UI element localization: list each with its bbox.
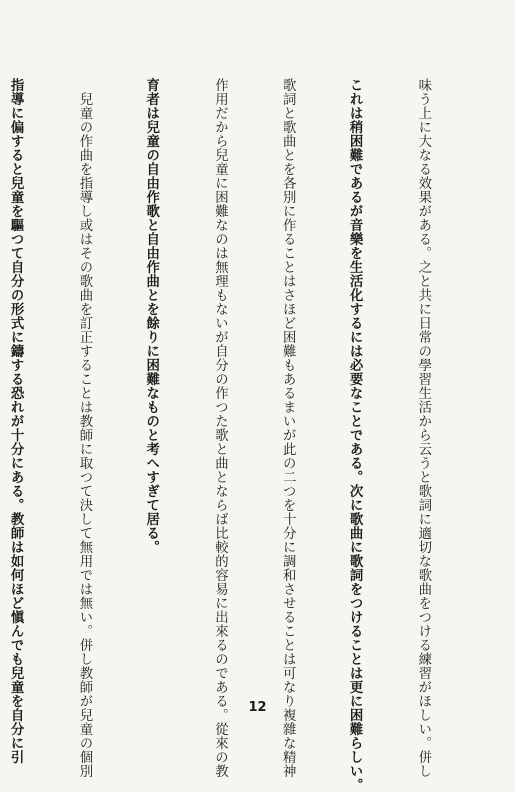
text-column: 味う上に大なる效果がある。之と共に日常の學習生活から云うと歌詞に適切な歌曲をつける練習がほしい。併し — [415, 78, 431, 778]
text-column: 育者は兒童の自由作歌と自由作曲とを餘りに困難なものと考へすぎて居る。 — [143, 78, 160, 554]
text-column: 作用だから兒童に困難なのは無理もないが自分の作つた歌と曲とならば比較的容易に出來るのである。從來の教 — [212, 78, 228, 778]
page-number: 12 — [248, 700, 267, 715]
text-column: 兒童の作曲を指導し或はその歌曲を訂正することは教師に取つて決して無用では無い。併し教師が兒童の個別 — [76, 78, 92, 778]
text-column: 歌詞と歌曲とを各別に作ることはさほど困難もあるまいが此の二つを十分に調和させることは可なり複雜な精神 — [280, 78, 296, 778]
text-column: 指導に偏すると兒童を驅つて自分の形式に鑄する恐れが十分にある。教師は如何ほど愼んでも兒童を自分に引 — [8, 78, 25, 764]
text-column: これは稍困難であるが音樂を生活化するには必要なことである。次に歌曲に歌詞をつけることは更に困難らしい。 — [347, 78, 364, 792]
